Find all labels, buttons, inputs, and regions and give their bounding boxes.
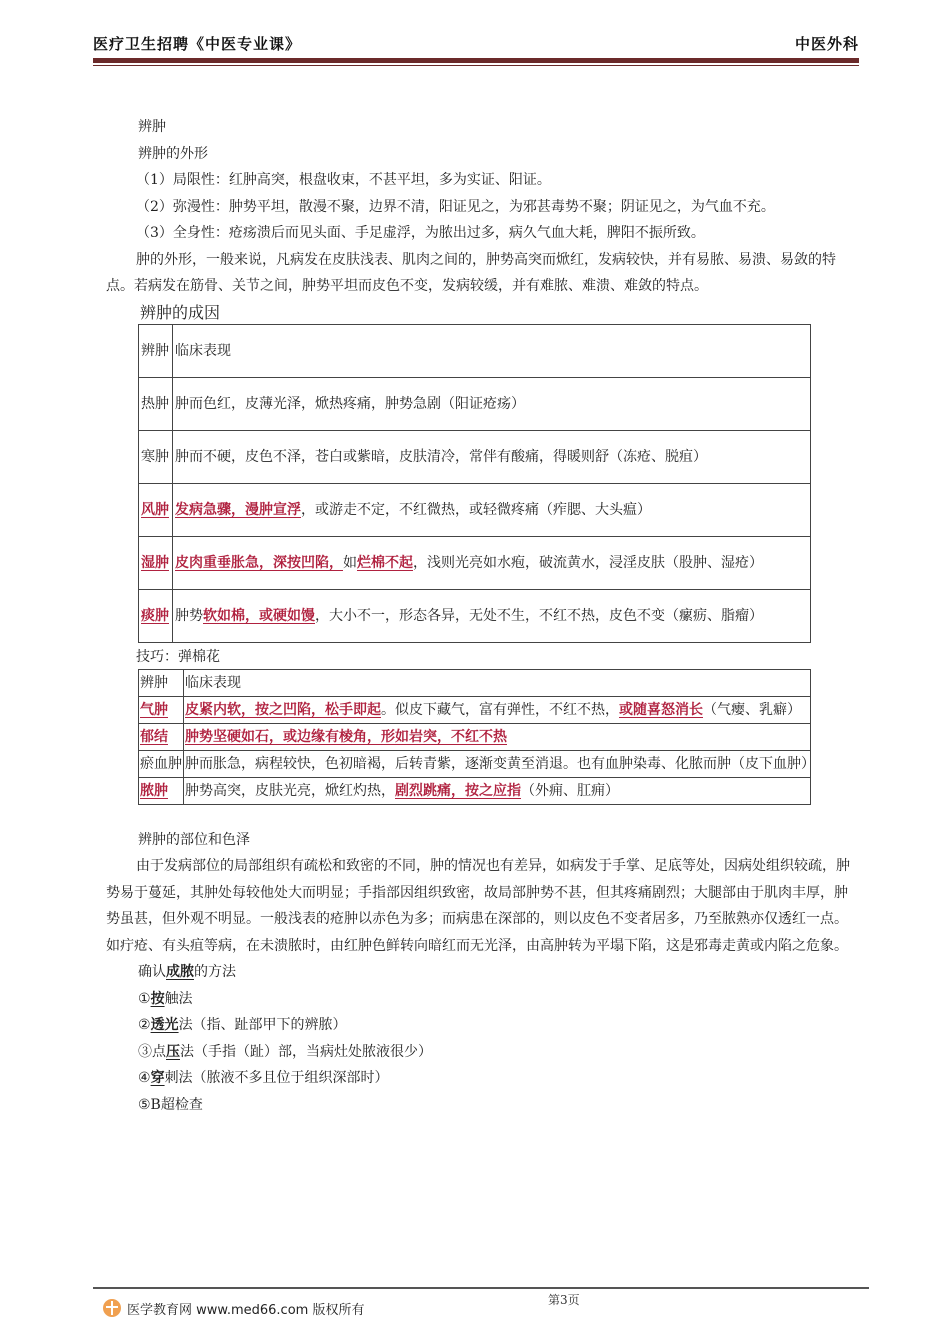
swelling-type-cell: 寒肿 — [139, 430, 173, 483]
section-heading: 辨肿 — [138, 119, 166, 135]
table-row — [139, 696, 811, 723]
clinical-manifestation-cell: 肿势高突，皮肤光亮，焮红灼热，剧烈跳痛，按之应指（外痈、肛痈） — [184, 777, 811, 804]
document-body — [106, 114, 858, 1118]
tip-text: 技巧：弹棉花 — [136, 648, 220, 665]
clinical-manifestation-cell: 肿而胀急，病程较快，色初暗褐，后转青紫，逐渐变黄至消退。也有血肿染毒、化脓而肿（皮下血肿） — [184, 750, 811, 777]
table-row — [139, 750, 811, 777]
swelling-type-cell: 脓肿 — [139, 777, 184, 804]
table-row — [139, 589, 811, 642]
list-item: （1）局限性：红肿高突，根盘收束，不甚平坦，多为实证、阳证。 — [136, 172, 551, 188]
table-header-cell: 临床表现 — [184, 669, 811, 696]
page-number: 第3页 — [548, 1293, 580, 1307]
list-item: ④穿刺法（脓液不多且位于组织深部时） — [138, 1070, 389, 1086]
list-item: （2）弥漫性：肿势平坦，散漫不聚，边界不清，阳证见之，为邪甚毒势不聚；阴证见之，为气血不充。 — [136, 198, 775, 215]
table-row — [139, 377, 811, 430]
table-header-cell: 辨肿 — [139, 324, 173, 377]
section-subheading: 辨肿的外形 — [138, 145, 208, 162]
swelling-type-cell: 湿肿 — [139, 536, 173, 589]
key-term: 成脓 — [166, 964, 194, 980]
swelling-types-table — [138, 669, 815, 805]
footer-brand: 医学教育网 www.med66.com 版权所有 — [127, 1303, 365, 1318]
paragraph: 由于发病部位的局部组织有疏松和致密的不同，肿的情况也有差异，如病发于手掌、足底等处，因病处组织较疏，肿势易于蔓延，其肿处每较他处大而明显；手指部因组织致密，故局部肿势不甚，但其疼痛剧烈；大腿部由于肌肉丰厚，肿势虽甚，但外观不明显。一般浅表的疮肿以赤色为多；而病患在深部的，则以皮色不变者居多，乃至脓熟亦仅透红一点。如疔疮、有头疽等病，在未溃脓时，由红肿色鲜转向暗红而无光泽，由高肿转为平塌下陷，这是邪毒走黄或内陷之危象。 — [106, 858, 850, 954]
table-header-cell: 辨肿 — [139, 669, 184, 696]
clinical-manifestation-cell: 皮紧内软，按之凹陷，松手即起。似皮下藏气，富有弹性，不红不热，或随喜怒消长（气瘿、乳癖） — [184, 696, 811, 723]
swelling-type-cell: 痰肿 — [139, 589, 173, 642]
list-item: ③点压法（手指（趾）部，当病灶处脓液很少） — [138, 1043, 432, 1060]
table-row — [139, 536, 811, 589]
page-header — [93, 30, 859, 66]
table-header-row — [139, 324, 811, 377]
list-item: ②透光法（指、趾部甲下的辨脓） — [138, 1017, 347, 1033]
table-header-cell: 临床表现 — [173, 324, 811, 377]
method-list — [106, 986, 858, 1119]
table-row — [139, 430, 811, 483]
clinical-manifestation-cell: 肿势软如棉，或硬如馒，大小不一，形态各异，无处不生，不红不热，皮色不变（瘰疬、脂瘤） — [173, 589, 811, 642]
table-title: 辨肿的成因 — [140, 302, 221, 322]
swelling-type-cell: 郁结 — [139, 723, 184, 750]
swelling-type-cell: 气肿 — [139, 696, 184, 723]
table-row — [139, 777, 811, 804]
swelling-causes-table — [138, 324, 811, 643]
swelling-type-cell: 热肿 — [139, 377, 173, 430]
med66-logo-icon — [103, 1299, 121, 1317]
table-header-row — [139, 669, 811, 696]
header-subject: 中医外科 — [794, 35, 859, 53]
paragraph: 肿的外形，一般来说，凡病发在皮肤浅表、肌肉之间的，肿势高突而焮红，发病较快，并有易脓、易溃、易敛的特点。若病发在筋骨、关节之间，肿势平坦而皮色不变，发病较缓，并有难脓、难溃、难敛的特点。 — [106, 251, 836, 294]
clinical-manifestation-cell: 皮肉重垂胀急，深按凹陷，如烂棉不起，浅则光亮如水疱，破流黄水，浸淫皮肤（股肿、湿疮） — [173, 536, 811, 589]
list-item: ⑤B超检查 — [138, 1096, 203, 1113]
table-row — [139, 483, 811, 536]
clinical-manifestation-cell: 发病急骤，漫肿宣浮，或游走不定，不红微热，或轻微疼痛（痄腮、大头瘟） — [173, 483, 811, 536]
section-heading: 辨肿的部位和色泽 — [138, 831, 250, 848]
table-row — [139, 723, 811, 750]
clinical-manifestation-cell: 肿而不硬，皮色不泽，苍白或紫暗，皮肤清冷，常伴有酸痛，得暖则舒（冻疮、脱疽） — [173, 430, 811, 483]
swelling-type-cell: 风肿 — [139, 483, 173, 536]
header-divider — [93, 58, 859, 63]
header-divider-thin — [93, 65, 859, 66]
clinical-manifestation-cell: 肿而色红，皮薄光泽，焮热疼痛，肿势急剧（阳证疮疡） — [173, 377, 811, 430]
header-title: 医疗卫生招聘《中医专业课》 — [93, 35, 302, 53]
clinical-manifestation-cell: 肿势坚硬如石，或边缘有棱角，形如岩突，不红不热 — [184, 723, 811, 750]
swelling-type-cell: 瘀血肿 — [139, 750, 184, 777]
list-item: ①按触法 — [138, 990, 193, 1007]
page-footer — [93, 1287, 869, 1329]
list-item: （3）全身性：疮疡溃后而见头面、手足虚浮，为脓出过多，病久气血大耗，脾阳不振所致。 — [136, 225, 705, 241]
section-heading: 确认成脓的方法 — [138, 964, 236, 980]
